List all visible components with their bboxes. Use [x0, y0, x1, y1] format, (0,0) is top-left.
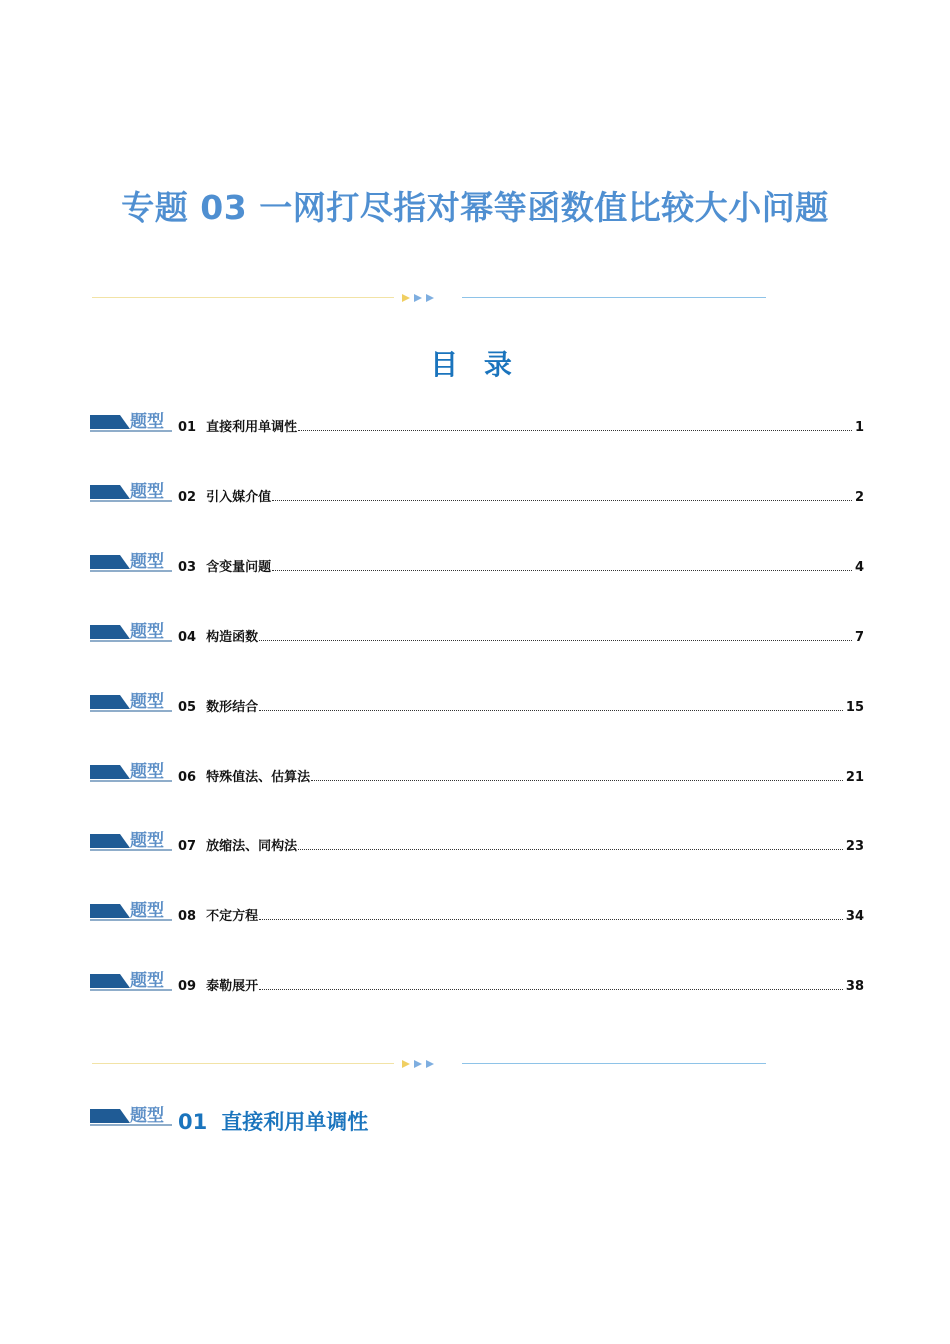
- toc-leader-dots: [259, 988, 843, 990]
- toc-item-page: 1: [854, 420, 864, 435]
- toc-item-number: 05: [178, 700, 197, 715]
- toc-item-number: 04: [178, 630, 197, 645]
- tixing-badge-icon: [90, 901, 172, 923]
- svg-text:题型: 题型: [130, 901, 164, 921]
- toc-item-number: 06: [178, 770, 197, 785]
- toc-item-page: 38: [845, 979, 864, 994]
- tixing-badge-icon: [90, 622, 172, 644]
- toc-item[interactable]: [90, 762, 864, 786]
- divider-bottom: [92, 1058, 766, 1070]
- toc-item-label: 泰勒展开: [206, 979, 259, 994]
- svg-text:题型: 题型: [130, 482, 164, 502]
- toc-item-label: 特殊值法、估算法: [206, 770, 311, 785]
- toc-item-label: 引入媒介值: [206, 490, 272, 505]
- toc-item-page: 2: [854, 490, 864, 505]
- toc-leader-dots: [272, 569, 852, 571]
- triple-arrow-icon: [401, 292, 441, 304]
- toc-item-page: 7: [854, 630, 864, 645]
- toc-item-number: 03: [178, 560, 197, 575]
- svg-text:题型: 题型: [130, 1106, 164, 1126]
- toc-item[interactable]: [90, 692, 864, 716]
- document-title: 专题 03 一网打尽指对幂等函数值比较大小问题: [121, 188, 829, 227]
- section-number: 01: [178, 1110, 208, 1134]
- svg-text:题型: 题型: [130, 831, 164, 851]
- svg-text:题型: 题型: [130, 692, 164, 712]
- toc-item-page: 15: [845, 700, 864, 715]
- svg-text:题型: 题型: [130, 412, 164, 432]
- toc-leader-dots: [259, 639, 852, 641]
- toc-leader-dots: [272, 499, 852, 501]
- tixing-badge-icon: [90, 762, 172, 784]
- toc-leader-dots: [298, 429, 852, 431]
- tixing-badge-icon: [90, 831, 172, 853]
- tixing-badge-icon: [90, 412, 172, 434]
- toc-item-label: 直接利用单调性: [206, 420, 298, 435]
- toc-item[interactable]: [90, 482, 864, 506]
- tixing-badge-icon: [90, 552, 172, 574]
- svg-text:题型: 题型: [130, 762, 164, 782]
- tixing-badge-icon: [90, 971, 172, 993]
- toc-item-label: 数形结合: [206, 700, 259, 715]
- svg-text:题型: 题型: [130, 552, 164, 572]
- toc-item-label: 构造函数: [206, 630, 259, 645]
- toc-item-label: 含变量问题: [206, 560, 272, 575]
- toc-item-number: 09: [178, 979, 197, 994]
- toc-item[interactable]: [90, 552, 864, 576]
- toc-item-page: 4: [854, 560, 864, 575]
- toc-leader-dots: [259, 709, 843, 711]
- toc-item[interactable]: [90, 831, 864, 855]
- toc-item-number: 08: [178, 909, 197, 924]
- toc-item-page: 23: [845, 839, 864, 854]
- toc-item-page: 34: [845, 909, 864, 924]
- section-heading: [90, 1104, 590, 1132]
- toc-heading: 目 录: [430, 348, 520, 381]
- toc-item-label: 放缩法、同构法: [206, 839, 298, 854]
- toc-item[interactable]: [90, 901, 864, 925]
- divider-top: [92, 292, 766, 304]
- toc-item[interactable]: [90, 412, 864, 436]
- section-title: 直接利用单调性: [221, 1110, 369, 1134]
- svg-text:题型: 题型: [130, 622, 164, 642]
- tixing-badge-icon: [90, 1106, 172, 1128]
- tixing-badge-icon: [90, 482, 172, 504]
- triple-arrow-icon: [401, 1058, 441, 1070]
- toc-leader-dots: [311, 779, 843, 781]
- toc-item[interactable]: [90, 971, 864, 995]
- tixing-badge-icon: [90, 692, 172, 714]
- toc-leader-dots: [298, 848, 843, 850]
- toc-item-number: 07: [178, 839, 197, 854]
- toc-leader-dots: [259, 918, 843, 920]
- toc-item-number: 01: [178, 420, 197, 435]
- toc-item-number: 02: [178, 490, 197, 505]
- toc-item-label: 不定方程: [206, 909, 259, 924]
- toc-item[interactable]: [90, 622, 864, 646]
- svg-text:题型: 题型: [130, 971, 164, 991]
- toc-item-page: 21: [845, 770, 864, 785]
